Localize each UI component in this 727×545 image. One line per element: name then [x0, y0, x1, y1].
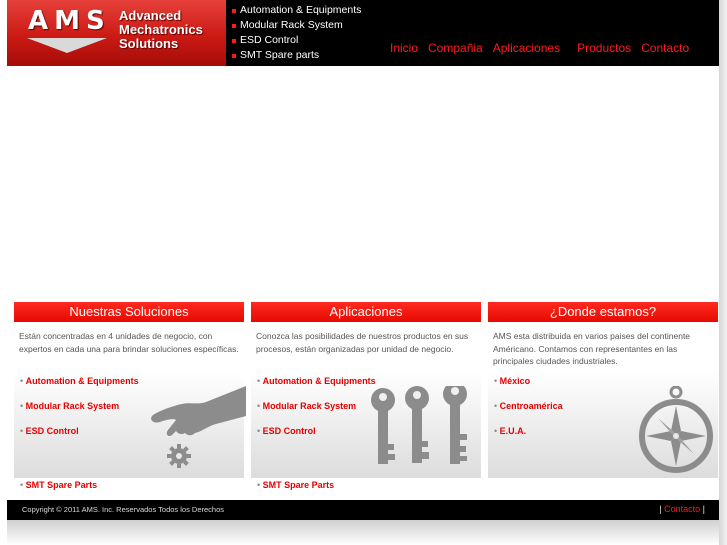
- business-unit-item[interactable]: SMT Spare parts: [232, 48, 361, 63]
- logo-line-2: Mechatronics: [119, 22, 203, 37]
- column-links: [20, 372, 139, 447]
- link-item[interactable]: • ESD Control: [20, 426, 79, 436]
- header: [7, 0, 719, 66]
- bullet-icon: [232, 9, 236, 13]
- bullet-icon: [232, 54, 236, 58]
- nav-inicio[interactable]: Inicio: [390, 41, 419, 55]
- business-units-list: [232, 3, 361, 63]
- link-item[interactable]: • ESD Control: [257, 426, 316, 436]
- side-shadow: [719, 0, 727, 545]
- column-title[interactable]: Aplicaciones: [251, 302, 481, 322]
- column-title[interactable]: ¿Donde estamos?: [488, 302, 718, 322]
- footer-contact: | Contacto |: [659, 504, 705, 514]
- logo-arrow-icon: [27, 38, 107, 53]
- column-soluciones: [14, 302, 244, 504]
- column-body: [14, 372, 244, 478]
- column-description: Están concentradas en 4 unidades de negocio, con expertos en cada una para brindar soluciones específicas.: [19, 331, 239, 354]
- main-nav: [390, 41, 699, 55]
- nav-contacto[interactable]: Contacto: [641, 41, 690, 55]
- business-unit-item[interactable]: ESD Control: [232, 33, 361, 48]
- compass-icon: [636, 386, 716, 474]
- link-item[interactable]: • Modular Rack System: [20, 401, 120, 411]
- column-links: [257, 372, 376, 447]
- nav-aplicaciones[interactable]: Aplicaciones: [492, 41, 561, 55]
- business-unit-item[interactable]: Modular Rack System: [232, 18, 361, 33]
- link-item[interactable]: • México: [494, 376, 531, 386]
- hero-area: [7, 66, 719, 299]
- link-item[interactable]: • E.U.A.: [494, 426, 527, 436]
- logo-text: [119, 9, 203, 51]
- link-item[interactable]: • Automation & Equipments: [20, 376, 139, 386]
- column-last-link[interactable]: • SMT Spare Parts: [14, 478, 244, 504]
- column-description: AMS esta distribuida en varios paises del continente Américano. Contamos con representantes en las principales ciudades industriales.: [493, 331, 691, 366]
- logo-line-3: Solutions: [119, 36, 179, 51]
- column-last-link[interactable]: • SMT Spare Parts: [251, 478, 481, 504]
- link-item[interactable]: • Centroamérica: [494, 401, 563, 411]
- nav-compania[interactable]: Compañia: [428, 41, 483, 55]
- link-item[interactable]: • Modular Rack System: [257, 401, 357, 411]
- bullet-icon: [232, 24, 236, 28]
- business-unit-item[interactable]: Automation & Equipments: [232, 3, 361, 18]
- column-body: [251, 372, 481, 478]
- column-links: [494, 372, 563, 447]
- column-description: Conozca las posibilidades de nuestros productos en sus procesos, están organizadas por unidad de negocio.: [256, 331, 469, 354]
- link-item[interactable]: • Automation & Equipments: [257, 376, 376, 386]
- keys-icon: [369, 386, 479, 476]
- copyright-text: Copyright © 2011 AMS. Inc. Reservados Todos los Derechos: [22, 505, 225, 514]
- logo[interactable]: [7, 0, 226, 66]
- nav-productos[interactable]: Productos: [577, 41, 632, 55]
- column-title[interactable]: Nuestras Soluciones: [14, 302, 244, 322]
- logo-line-1: Advanced: [119, 8, 182, 23]
- footer-contact-link[interactable]: Contacto: [664, 504, 701, 514]
- bottom-shadow: [7, 520, 719, 545]
- column-donde-estamos: [488, 302, 718, 478]
- bullet-icon: [232, 39, 236, 43]
- hand-gear-icon: [146, 372, 246, 478]
- logo-letters: AMS: [28, 6, 111, 36]
- footer: [7, 500, 719, 520]
- column-body: [488, 372, 718, 478]
- column-aplicaciones: [251, 302, 481, 504]
